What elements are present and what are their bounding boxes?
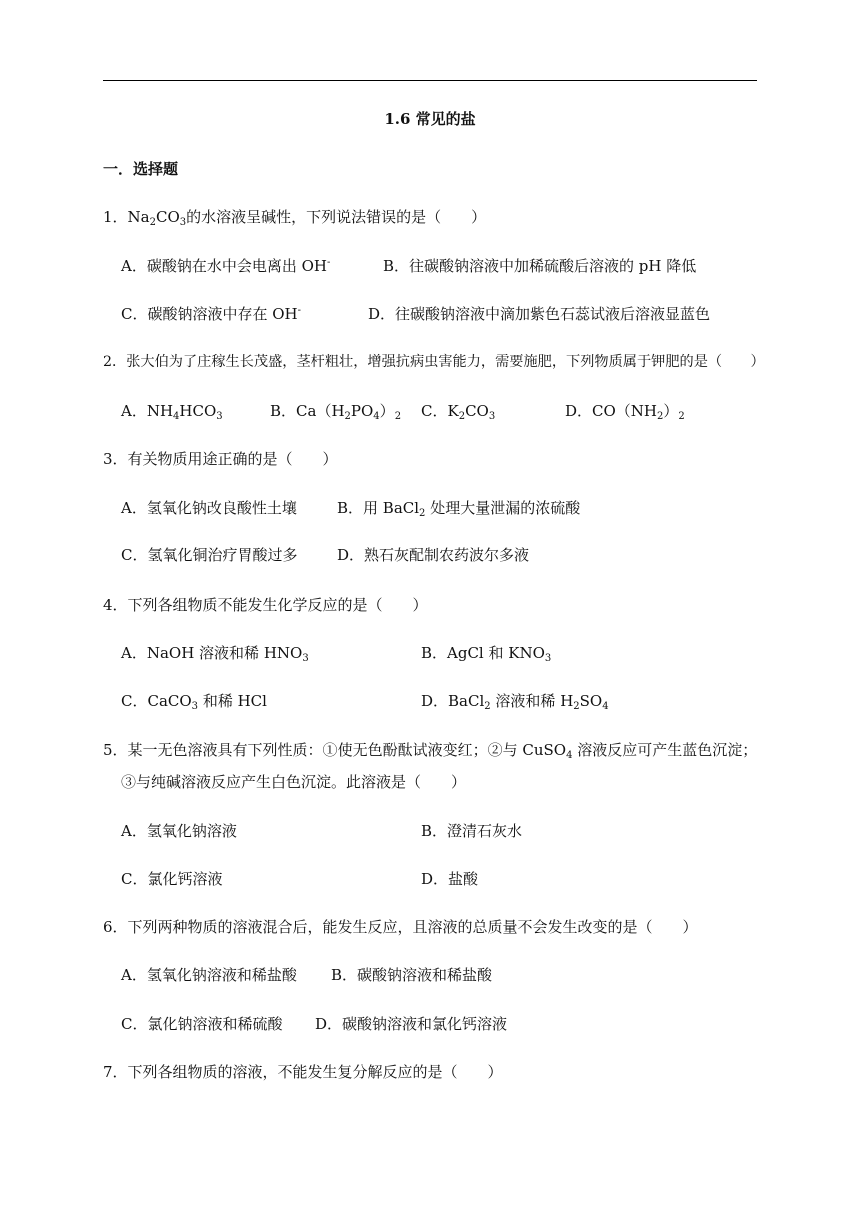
question-2-stem: 2．张大伯为了庄稼生长茂盛，茎杆粗壮，增强抗病虫害能力，需要施肥，下列物质属于钾肥的是（ ） xyxy=(103,354,765,370)
question-6-option-d: D．碳酸钠溶液和氯化钙溶液 xyxy=(315,1015,508,1033)
question-6-stem: 6．下列两种物质的溶液混合后，能发生反应，且溶液的总质量不会发生改变的是（ ） xyxy=(103,918,698,936)
question-5-option-d: D．盐酸 xyxy=(421,870,479,888)
question-6-option-c: C．氯化钠溶液和稀硫酸 xyxy=(121,1015,283,1033)
question-1-option-c: C．碳酸钠溶液中存在 OH- xyxy=(121,305,302,323)
question-4-option-a: A．NaOH 溶液和稀 $HNO_3$ xyxy=(121,644,309,664)
question-1-stem: 1．$Na_2CO_3$的水溶液呈碱性，下列说法错误的是（ ） xyxy=(103,208,487,228)
question-3-option-c: C．氢氧化铜治疗胃酸过多 xyxy=(121,546,298,564)
question-5-option-b: B．澄清石灰水 xyxy=(421,822,523,840)
question-6-option-a: A．氢氧化钠溶液和稀盐酸 xyxy=(121,966,297,984)
question-4-option-c: C．CaCO$_3$ 和稀 HCl xyxy=(121,692,267,712)
question-3-stem: 3．有关物质用途正确的是（ ） xyxy=(103,450,338,468)
question-5-option-c: C．氯化钙溶液 xyxy=(121,870,223,888)
question-3-option-b: B．用 BaCl$_2$ 处理大量泄漏的浓硫酸 xyxy=(337,499,581,519)
question-2-option-c: C．$K_2CO_3$ xyxy=(421,402,496,422)
question-5-stem-line-1: 5．某一无色溶液具有下列性质：①使无色酚酞试液变红；②与 CuSO$_4$ 溶液反应可产生蓝色沉淀； xyxy=(103,741,758,761)
question-5-stem-line-2: ③与纯碱溶液反应产生白色沉淀。此溶液是（ ） xyxy=(121,773,467,791)
question-4-option-d: D．BaCl$_2$ 溶液和稀 $H_2SO_4$ xyxy=(421,692,609,712)
question-5-option-a: A．氢氧化钠溶液 xyxy=(121,822,237,840)
question-3-option-a: A．氢氧化钠改良酸性土壤 xyxy=(121,499,297,517)
header-rule xyxy=(103,80,757,81)
question-1-option-a: A．碳酸钠在水中会电离出 OH- xyxy=(121,257,331,275)
section-heading: 一．选择题 xyxy=(103,160,179,178)
question-2-option-b: B．$Ca(H_2PO_4)_2$ xyxy=(270,402,402,422)
page-title: 1.6 常见的盐 xyxy=(384,110,476,128)
question-2-option-d: D．$CO(NH_2)_2$ xyxy=(565,402,685,422)
question-7-stem: 7．下列各组物质的溶液，不能发生复分解反应的是（ ） xyxy=(103,1063,503,1081)
question-6-option-b: B．碳酸钠溶液和稀盐酸 xyxy=(331,966,493,984)
question-2-option-a: A．$NH_4HCO_3$ xyxy=(121,402,223,422)
question-1-option-d: D．往碳酸钠溶液中滴加紫色石蕊试液后溶液显蓝色 xyxy=(368,305,711,323)
question-1-option-b: B．往碳酸钠溶液中加稀硫酸后溶液的 pH 降低 xyxy=(383,257,697,275)
question-3-option-d: D．熟石灰配制农药波尔多液 xyxy=(337,546,530,564)
question-4-option-b: B．AgCl 和 $KNO_3$ xyxy=(421,644,552,664)
question-4-stem: 4．下列各组物质不能发生化学反应的是（ ） xyxy=(103,596,428,614)
